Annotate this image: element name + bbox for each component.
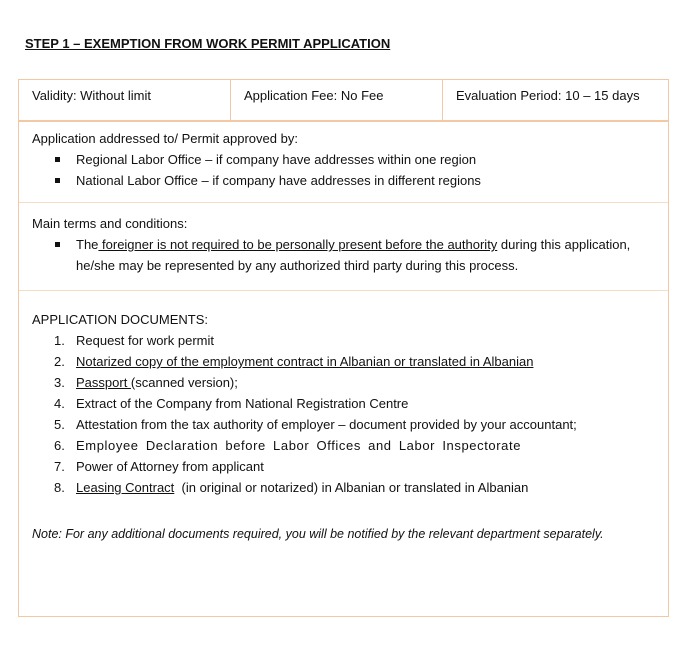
- bullet-icon: [55, 157, 60, 162]
- item-text: Attestation from the tax authority of employer – document provided by your accountant;: [76, 417, 577, 432]
- header-divider: [19, 120, 668, 122]
- item-text: (scanned version);: [130, 375, 238, 390]
- addressed-title: Application addressed to/ Permit approved by:: [32, 131, 298, 146]
- fee-cell: Application Fee: No Fee: [231, 80, 443, 121]
- footnote: Note: For any additional documents required, you will be notified by the relevant department separately.: [32, 527, 604, 541]
- item-number: 3.: [54, 375, 65, 390]
- item-number: 7.: [54, 459, 65, 474]
- item-text: (in original or notarized) in Albanian or translated in Albanian: [174, 480, 529, 495]
- bullet-icon: [55, 178, 60, 183]
- list-item: [32, 351, 658, 372]
- item-text: Request for work permit: [76, 333, 214, 348]
- list-item-text: Regional Labor Office – if company have addresses within one region: [76, 152, 477, 167]
- list-item-text: National Labor Office – if company have addresses in different regions: [76, 173, 481, 188]
- item-number: 8.: [54, 480, 65, 495]
- documents-title: APPLICATION DOCUMENTS:: [32, 312, 209, 327]
- item-number: 5.: [54, 417, 65, 432]
- list-item: [32, 234, 658, 276]
- terms-rest: during this application, he/she may be represented by any authorized third party during this process.: [76, 237, 631, 273]
- section-divider: [19, 202, 668, 203]
- item-underlined: Notarized copy of the employment contract in Albanian or translated in Albanian: [76, 354, 534, 369]
- item-number: 2.: [54, 354, 65, 369]
- evaluation-cell: Evaluation Period: 10 – 15 days: [456, 88, 640, 103]
- item-text: Extract of the Company from National Registration Centre: [76, 396, 409, 411]
- list-item: [32, 435, 658, 456]
- section-divider: [19, 290, 668, 291]
- list-item: [32, 456, 658, 477]
- list-item: [32, 372, 658, 393]
- item-underlined: Leasing Contract: [76, 480, 175, 495]
- documents-section: [32, 309, 658, 498]
- item-number: 1.: [54, 333, 65, 348]
- terms-section: [32, 213, 658, 276]
- addressed-section: [32, 128, 658, 191]
- list-item: [32, 149, 658, 170]
- list-item: [32, 414, 658, 435]
- item-number: 4.: [54, 396, 65, 411]
- item-underlined: Passport: [76, 375, 131, 390]
- list-item: [32, 393, 658, 414]
- item-text: Power of Attorney from applicant: [76, 459, 264, 474]
- page-title: STEP 1 – EXEMPTION FROM WORK PERMIT APPLICATION: [25, 36, 391, 51]
- terms-title: Main terms and conditions:: [32, 216, 188, 231]
- item-number: 6.: [54, 438, 65, 453]
- bullet-icon: [55, 242, 60, 247]
- summary-row: [19, 80, 668, 121]
- list-item: [32, 170, 658, 191]
- terms-prefix: The: [76, 237, 99, 252]
- list-item: [32, 477, 658, 498]
- validity-cell: Validity: Without limit: [19, 80, 231, 121]
- requirements-table: [18, 79, 669, 617]
- list-item: [32, 330, 658, 351]
- item-text: Employee Declaration before Labor Offices and Labor Inspectorate: [76, 438, 522, 453]
- terms-underlined: foreigner is not required to be personally present before the authority: [98, 237, 498, 252]
